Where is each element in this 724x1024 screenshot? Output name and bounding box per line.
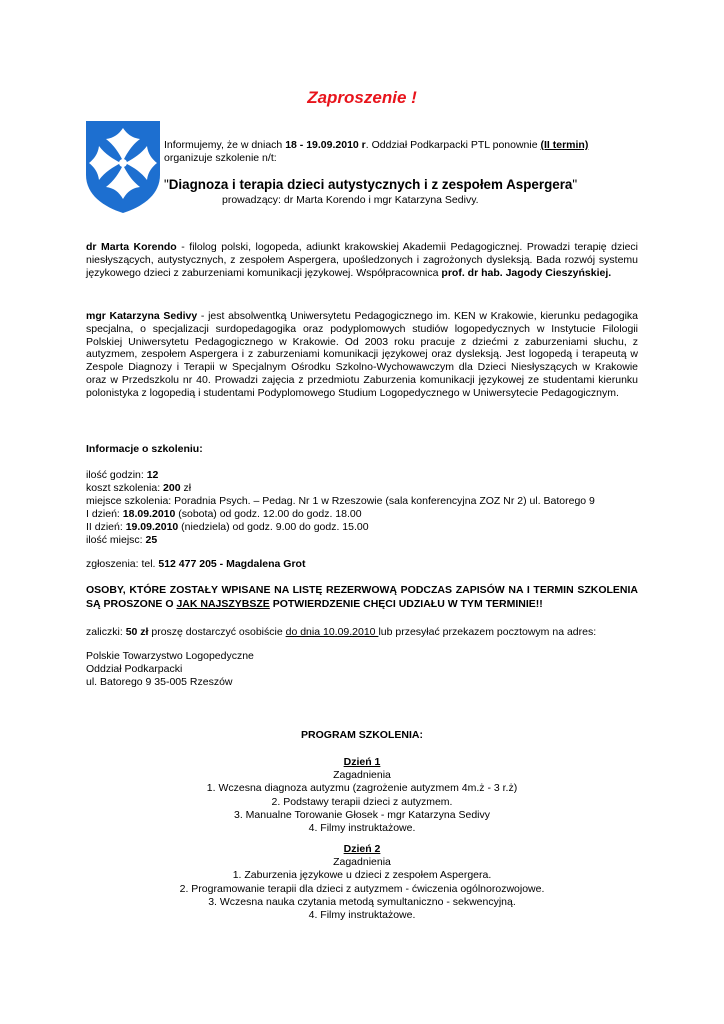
day1-rest: (sobota) od godz. 12.00 do godz. 18.00	[175, 508, 362, 520]
info-seats	[86, 534, 157, 547]
day2-date: 19.09.2010	[125, 521, 179, 533]
address-line2: Oddział Podkarpacki	[86, 663, 183, 675]
list-item: 1. Zaburzenia językowe u dzieci z zespołem Aspergera.	[232, 869, 492, 882]
day-title: Dzień 1	[343, 756, 381, 768]
program-heading: PROGRAM SZKOLENIA:	[301, 729, 423, 741]
day2-label: II dzień:	[86, 521, 126, 533]
cost-label: koszt szkolenia:	[86, 482, 164, 494]
info-place: miejsce szkolenia: Poradnia Psych. – Pedag. Nr 1 w Rzeszowie (sala konferencyjna ZOZ Nr 2) ul. Batorego 9	[86, 495, 595, 507]
quote-open: "	[164, 177, 169, 192]
day1-date: 18.09.2010	[122, 508, 176, 520]
address-line3: ul. Batorego 9 35-005 Rzeszów	[86, 676, 233, 688]
info-heading: Informacje o szkoleniu:	[86, 443, 203, 455]
list-item: 2. Podstawy terapii dzieci z autyzmem.	[271, 795, 453, 808]
page-title: Zaproszenie !	[307, 88, 417, 107]
intro-line2: organizuje szkolenie n/t:	[164, 151, 277, 164]
advance-deadline: do dnia 10.09.2010	[285, 626, 379, 638]
day-title: Dzień 2	[343, 843, 381, 855]
cost-value: 200	[163, 482, 181, 494]
intro-part2: . Oddział Podkarpacki PTL ponownie	[365, 139, 541, 151]
bio-sedivy	[86, 310, 638, 400]
day1-label: I dzień:	[86, 508, 123, 520]
info-day2	[86, 521, 369, 534]
info-hours	[86, 469, 158, 482]
day2-rest: (niedziela) od godz. 9.00 do godz. 15.00	[178, 521, 369, 533]
advance-payment	[86, 626, 596, 639]
seats-value: 25	[145, 534, 158, 546]
notice-emph: JAK NAJSZYBSZE	[176, 598, 270, 610]
seats-label: ilość miejsc:	[86, 534, 146, 546]
intro-text	[164, 139, 634, 164]
intro-dates: 18 - 19.09.2010	[285, 139, 359, 151]
info-cost	[86, 482, 191, 495]
list-item: 2. Programowanie terapii dla dzieci z autyzmem - ćwiczenia ogólnorozwojowe.	[179, 882, 545, 895]
info-day1	[86, 508, 362, 521]
hours-label: ilość godzin:	[86, 469, 147, 481]
registration-label: zgłoszenia: tel.	[86, 558, 159, 570]
course-title	[164, 177, 577, 192]
day-subtitle: Zagadnienia	[333, 856, 391, 869]
advance-amount: 50 zł	[125, 626, 149, 638]
presenters: prowadzący: dr Marta Korendo i mgr Katarzyna Sedivy.	[222, 194, 479, 206]
reserve-list-notice	[86, 583, 638, 611]
bio-sedivy-name: mgr Katarzyna Sedivy	[86, 310, 198, 322]
bio-sedivy-text: - jest absolwentką Uniwersytetu Pedagogicznego im. KEN w Krakowie, kierunku pedagogika specjalna, o specjalizacji surdopedagogika oraz podyplomowych studiów logopedycznych w Instytucie Filologii Polskiej Uniwersytetu Pedagogicznego w Krakowie. Od 2003 roku pracuje z dziećmi z zaburzeniami słuchu, z autyzmem, zespołem Aspergera i z zaburzeniami komunikacji językowej oraz dysleksją. Jest logopedą i terapeutą w Zespole Diagnozy i Terapii w Specjalnym Ośrodku Szkolno-Wychowawczym dla Dzieci Niesłyszących w Krakowie oraz w Przedszkolu nr 40. Prowadzi zajęcia z przedmiotu Zaburzenia komunikacji językowej ze studentami kierunku polonistyka z logopedią i studentami Podyplomowego Studium Logopedycznego w Uniwersytecie Pedagogicznym.	[86, 310, 638, 399]
notice-part1: OSOBY, KTÓRE ZOSTAŁY WPISANE NA LISTĘ REZERWOWĄ PODCZAS ZAPISÓW NA I TERMIN SZKOLENIA SĄ PROSZONE O	[86, 584, 638, 610]
bio-korendo	[86, 241, 638, 279]
quote-close: "	[572, 177, 578, 192]
course-title-text: Diagnoza i terapia dzieci autystycznych i z zespołem Aspergera	[168, 177, 573, 192]
bio-korendo-collab: prof. dr hab. Jagody Cieszyńskiej.	[441, 266, 612, 279]
advance-text2: lub przesyłać przekazem pocztowym na adres:	[378, 626, 597, 638]
advance-label: zaliczki:	[86, 626, 126, 638]
registration	[86, 558, 305, 571]
registration-contact: 512 477 205 - Magdalena Grot	[158, 558, 306, 570]
list-item: 1. Wczesna diagnoza autyzmu (zagrożenie autyzmem 4m.ż - 3 r.ż)	[206, 782, 518, 795]
cost-unit: zł	[180, 482, 192, 494]
bio-korendo-text: - filolog polski, logopeda, adiunkt krakowskiej Akademii Pedagogicznej. Prowadzi terapię dzieci niesłyszących, autystycznych, z zespołem Aspergera, upośledzonych i zagrożonych dysleksją. Bada rozwój systemu językowego dzieci z zaburzeniami komunikacji językowej. Współpracownica	[86, 241, 638, 279]
list-item: 4. Filmy instruktażowe.	[308, 909, 416, 922]
notice-part2: POTWIERDZENIE CHĘCI UDZIAŁU W TYM TERMINIE!!	[269, 598, 543, 610]
intro-part1: Informujemy, że w dniach	[164, 139, 286, 151]
program-day-1	[0, 756, 724, 835]
list-item: 4. Filmy instruktażowe.	[308, 822, 416, 835]
day-subtitle: Zagadnienia	[333, 769, 391, 782]
intro-r: r	[358, 139, 366, 151]
intro-term: (II termin)	[540, 139, 589, 151]
list-item: 3. Manualne Torowanie Głosek - mgr Katarzyna Sedivy	[233, 808, 490, 821]
program-day-2	[0, 843, 724, 922]
address-line1: Polskie Towarzystwo Logopedyczne	[86, 650, 254, 662]
advance-text1: proszę dostarczyć osobiście	[148, 626, 286, 638]
list-item: 3. Wczesna nauka czytania metodą symultaniczno - sekwencyjną.	[208, 895, 516, 908]
crest-logo	[86, 121, 160, 213]
hours-value: 12	[146, 469, 159, 481]
bio-korendo-name: dr Marta Korendo	[86, 241, 177, 253]
